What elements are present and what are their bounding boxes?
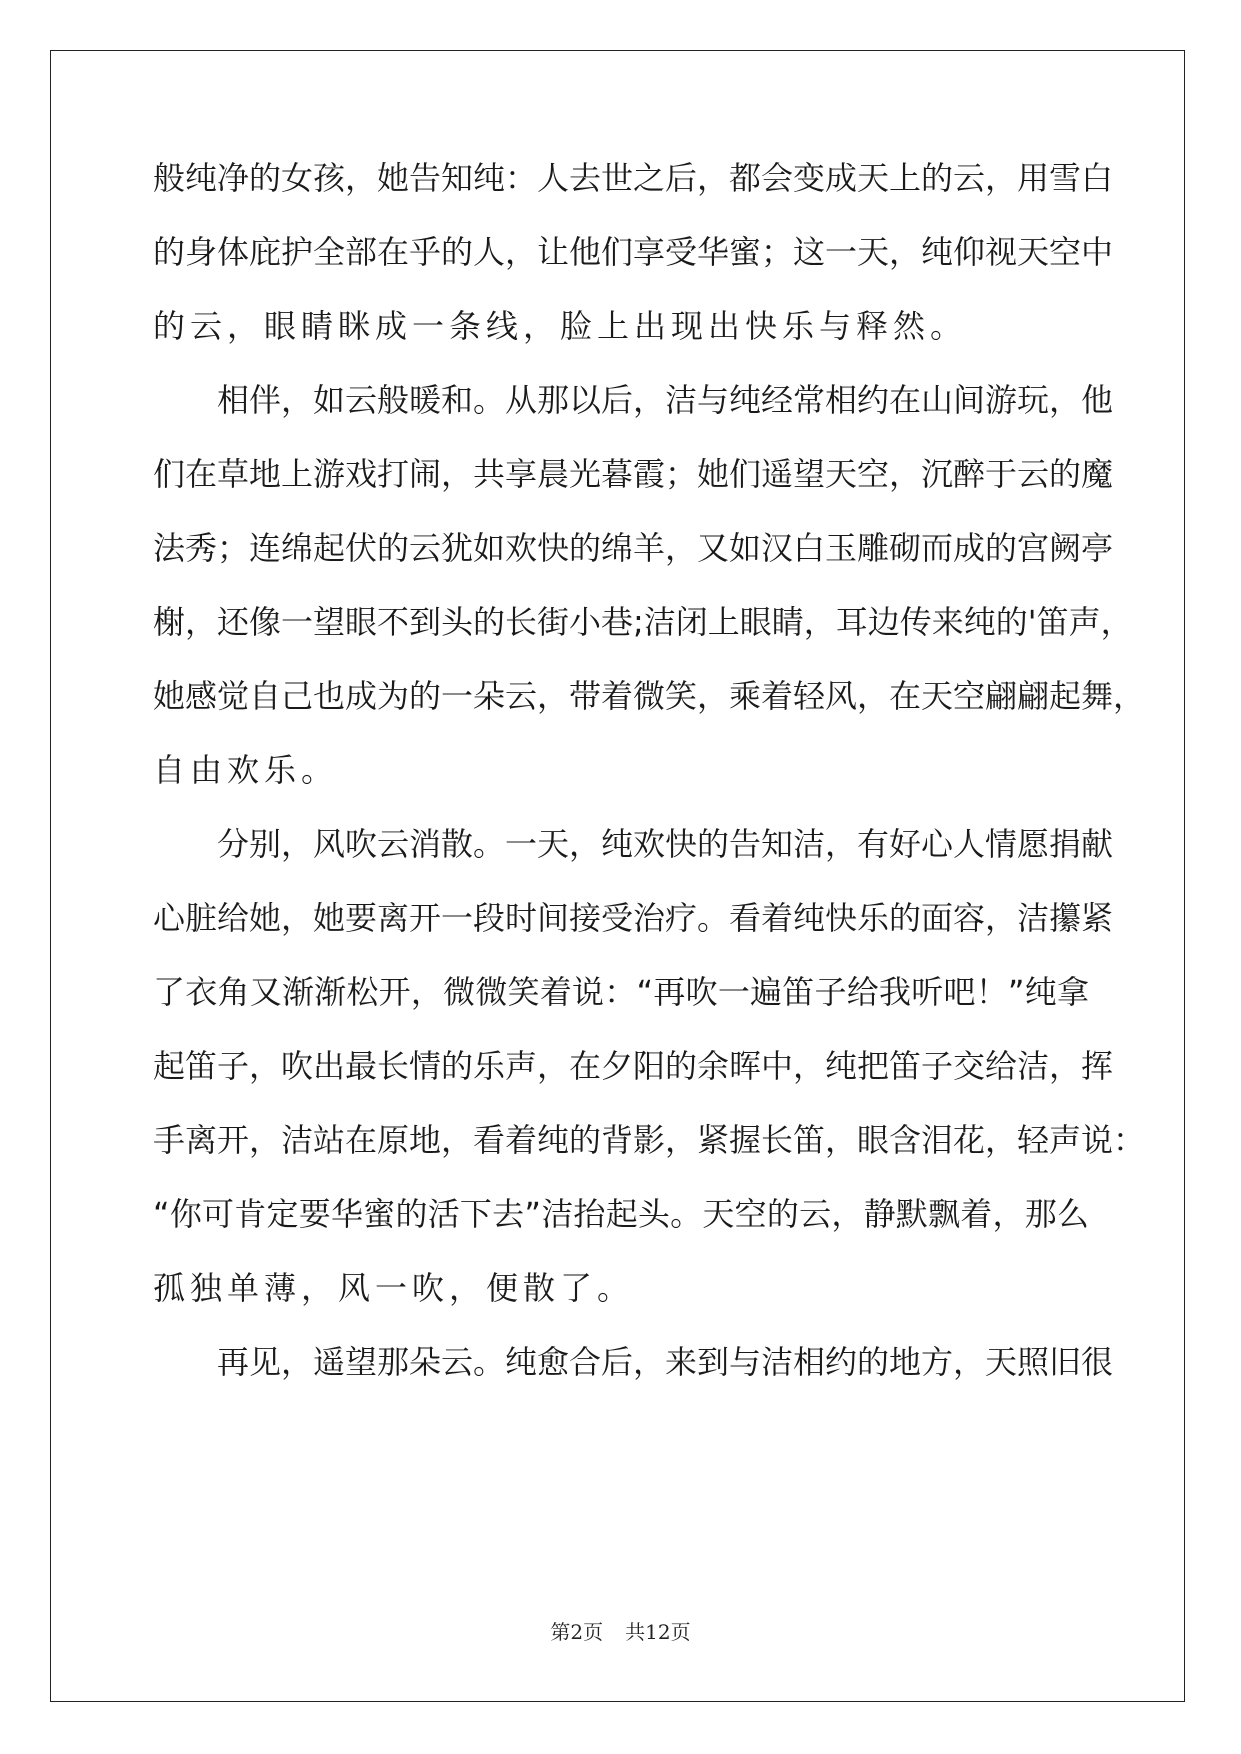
text-line: 的身体庇护全部在乎的人，让他们享受华蜜；这一天，纯仰视天空中	[153, 233, 1114, 271]
text-line: 了衣角又渐渐松开，微微笑着说：“再吹一遍笛子给我听吧！”纯拿	[153, 973, 1089, 1011]
text-line: 法秀；连绵起伏的云犹如欢快的绵羊，又如汉白玉雕砌而成的宫阙亭	[153, 529, 1114, 567]
text-line: 她感觉自己也成为的一朵云，带着微笑，乘着轻风，在天空翩翩起舞，	[153, 677, 1146, 715]
text-line: 手离开，洁站在原地，看着纯的背影，紧握长笛，眼含泪花，轻声说：	[153, 1121, 1146, 1159]
paragraph-start-line: 相伴，如云般暖和。从那以后，洁与纯经常相约在山间游玩，他	[217, 381, 1114, 419]
paragraph-start-line: 分别，风吹云消散。一天，纯欢快的告知洁，有好心人情愿捐献	[217, 825, 1114, 863]
text-line: 般纯净的女孩，她告知纯：人去世之后，都会变成天上的云，用雪白	[153, 159, 1114, 197]
text-line: “你可肯定要华蜜的活下去”洁抬起头。天空的云，静默飘着，那么	[153, 1195, 1089, 1233]
text-line: 们在草地上游戏打闹，共享晨光暮霞；她们遥望天空，沉醉于云的魔	[153, 455, 1114, 493]
text-line: 起笛子，吹出最长情的乐声，在夕阳的余晖中，纯把笛子交给洁，挥	[153, 1047, 1114, 1085]
page-total: 共12页	[625, 1620, 691, 1644]
page-number: 第2页	[550, 1620, 604, 1644]
page-border	[50, 50, 1185, 1702]
text-line: 榭，还像一望眼不到头的长街小巷;洁闭上眼睛，耳边传来纯的'笛声，	[153, 603, 1133, 641]
page-footer	[0, 1620, 1241, 1644]
text-line: 自由欢乐。	[153, 751, 339, 789]
paragraph-start-line: 再见，遥望那朵云。纯愈合后，来到与洁相约的地方，天照旧很	[217, 1343, 1114, 1381]
text-line: 的云，眼睛眯成一条线，脸上出现出快乐与释然。	[153, 307, 968, 345]
text-line: 心脏给她，她要离开一段时间接受治疗。看着纯快乐的面容，洁攥紧	[153, 899, 1114, 937]
text-line: 孤独单薄，风一吹，便散了。	[153, 1269, 635, 1307]
